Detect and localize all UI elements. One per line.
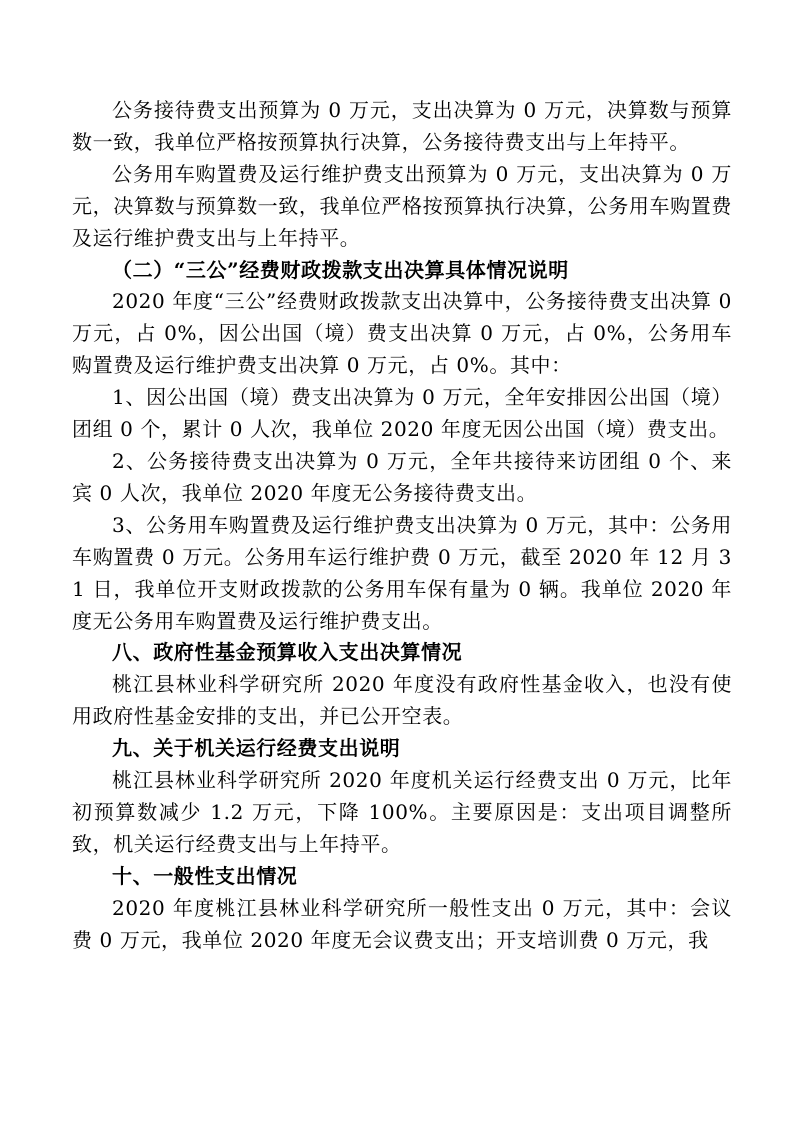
paragraph-operating-expenses: 桃江县林业科学研究所 2020 年度机关运行经费支出 0 万元，比年初预算数减少 1.2 万元，下降 100%。主要原因是：支出项目调整所致，机关运行经费支出与上年持平。 bbox=[72, 768, 732, 856]
paragraph-overseas-travel: 1、因公出国（境）费支出决算为 0 万元，全年安排因公出国（境）团组 0 个，累计 0 人次，我单位 2020 年度无因公出国（境）费支出。 bbox=[72, 385, 732, 442]
heading-sangong-details: （二）“三公”经费财政拨款支出决算具体情况说明 bbox=[112, 257, 569, 282]
document-page bbox=[72, 95, 732, 956]
heading-operating-expenses: 九、关于机关运行经费支出说明 bbox=[112, 736, 401, 761]
paragraph-reception-budget: 公务接待费支出预算为 0 万元，支出决算为 0 万元，决算数与预算数一致，我单位严格按预算执行决算，公务接待费支出与上年持平。 bbox=[72, 98, 732, 154]
heading-general-expenditure: 十、一般性支出情况 bbox=[112, 863, 298, 888]
paragraph-government-fund: 桃江县林业科学研究所 2020 年度没有政府性基金收入，也没有使用政府性基金安排的支出，并已公开空表。 bbox=[72, 672, 732, 729]
paragraph-reception: 2、公务接待费支出决算为 0 万元，全年共接待来访团组 0 个、来宾 0 人次，我单位 2020 年度无公务接待费支出。 bbox=[72, 448, 732, 505]
paragraph-general-expenditure: 2020 年度桃江县林业科学研究所一般性支出 0 万元，其中：会议费 0 万元，我单位 2020 年度无会议费支出；开支培训费 0 万元，我 bbox=[72, 895, 732, 952]
paragraph-sangong-summary: 2020 年度“三公”经费财政拨款支出决算中，公务接待费支出决算 0 万元，占 0%，因公出国（境）费支出决算 0 万元，占 0%，公务用车购置费及运行维护费支出决算 0 万元，占 0%。其中： bbox=[72, 289, 732, 378]
paragraph-vehicle: 3、公务用车购置费及运行维护费支出决算为 0 万元，其中：公务用车购置费 0 万元。公务用车运行维护费 0 万元，截至 2020 年 12 月 31 日，我单位开支财政拨款的公务用车保有量为 0 辆。我单位 2020 年度无公务用车购置费及运行维护费支出。 bbox=[72, 512, 732, 633]
paragraph-vehicle-budget: 公务用车购置费及运行维护费支出预算为 0 万元，支出决算为 0 万元，决算数与预算数一致，我单位严格按预算执行决算，公务用车购置费及运行维护费支出与上年持平。 bbox=[72, 161, 732, 250]
heading-government-fund: 八、政府性基金预算收入支出决算情况 bbox=[112, 640, 463, 665]
